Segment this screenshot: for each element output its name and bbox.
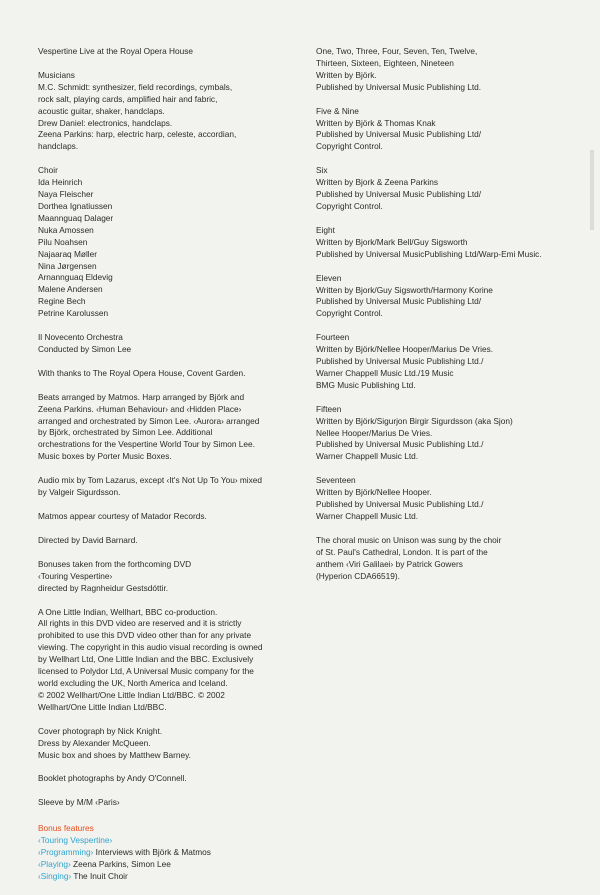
text-line: Written by Björk/Nellee Hooper.: [316, 487, 432, 498]
credits-section: [316, 225, 576, 261]
text-line: Malene Andersen: [38, 284, 103, 295]
text-line: Fifteen: [316, 403, 342, 414]
credits-section: [316, 46, 576, 94]
booklet-block: [38, 773, 303, 785]
thanks-block: [38, 368, 303, 380]
choir-block: [38, 165, 303, 320]
text-line: M.C. Schmidt: synthesizer, field recordings, cymbals,: [38, 81, 233, 92]
text-line: Cover photograph by Nick Knight.: [38, 725, 163, 736]
text-line: Dress by Alexander McQueen.: [38, 737, 151, 748]
text-line: Choir: [38, 165, 58, 176]
text-line: Dorthea Ignatiussen: [38, 200, 113, 211]
text-line: A One Little Indian, Wellhart, BBC co-production.: [38, 606, 218, 617]
text-line: Published by Universal Music Publishing Ltd/: [316, 296, 482, 307]
text-line: Directed by David Barnard.: [38, 534, 138, 545]
text-line: Matmos appear courtesy of Matador Records.: [38, 511, 207, 521]
text-line: Nina Jørgensen: [38, 260, 97, 271]
text-line: Fourteen: [316, 332, 350, 343]
text-line: © 2002 Wellhart/One Little Indian Ltd/BBC. © 2002: [38, 689, 225, 700]
musicians-block: [38, 70, 303, 153]
text-line: by Valgeir Sigurdsson.: [38, 487, 121, 498]
text-line: Thirteen, Sixteen, Eighteen, Nineteen: [316, 57, 454, 68]
text-line: acoustic guitar, shaker, handclaps.: [38, 105, 165, 116]
text-line: orchestrations for the Vespertine World Tour by Simon Lee.: [38, 439, 255, 450]
credits-section: [316, 106, 576, 154]
credits-section: [316, 273, 576, 321]
text-line: Published by Universal MusicPublishing Ltd/Warp-Emi Music.: [316, 248, 542, 259]
text-line: Warner Chappell Music Ltd.: [316, 511, 419, 521]
text-line: Bonuses taken from the forthcoming DVD: [38, 558, 192, 569]
text-line: Published by Universal Music Publishing Ltd/: [316, 189, 482, 200]
text-line: Beats arranged by Matmos. Harp arranged by Björk and: [38, 391, 245, 402]
text-line: Naya Fleischer: [38, 189, 94, 200]
text-line: Eight: [316, 224, 335, 235]
audio-mix-block: [38, 475, 303, 499]
text-line: Audio mix by Tom Lazarus, except ‹It's Not Up To You› mixed: [38, 475, 263, 486]
text-line: anthem ‹Viri Galilaei› by Patrick Gowers: [316, 558, 463, 569]
orchestra-block: [38, 332, 303, 356]
text-line: Eleven: [316, 272, 342, 283]
text-line: world excluding the UK, North America and Iceland.: [38, 677, 228, 688]
text-line: Copyright Control.: [316, 200, 383, 211]
text-line: Nellee Hooper/Marius De Vries.: [316, 427, 433, 438]
beats-block: [38, 392, 303, 463]
text-line: Written by Björk/Sigurjon Birgir Sigurdsson (aka Sjon): [316, 415, 513, 426]
text-line: The choral music on Unison was sung by the choir: [316, 534, 502, 545]
text-line: rock salt, playing cards, amplified hair and fabric,: [38, 93, 218, 104]
text-line: Written by Bjork & Zeena Parkins: [316, 177, 439, 188]
bonuses-block: [38, 559, 303, 595]
credits-section: [316, 165, 576, 213]
text-line: Five & Nine: [316, 105, 359, 116]
text-line: Regine Bech: [38, 296, 86, 307]
text-line: Music box and shoes by Matthew Barney.: [38, 749, 191, 760]
text-line: Published by Universal Music Publishing Ltd./: [316, 356, 484, 367]
bonus-features: [38, 823, 303, 883]
bonus-item: ‹Singing› The Inuit Choir: [38, 870, 128, 881]
text-line: Musicians: [38, 69, 75, 80]
text-line: directed by Ragnheidur Gestsdóttir.: [38, 582, 169, 593]
text-line: Ida Heinrich: [38, 177, 83, 188]
text-line: All rights in this DVD video are reserved and it is strictly: [38, 618, 242, 629]
text-line: Najaaraq Møller: [38, 248, 98, 259]
matmos-block: [38, 511, 303, 523]
text-line: arranged and orchestrated by Simon Lee. ‹Aurora› arranged: [38, 415, 260, 426]
bonus-features-heading: Bonus features: [38, 823, 94, 834]
text-line: Written by Björk/Nellee Hooper/Marius De Vries.: [316, 344, 494, 355]
text-line: Music boxes by Porter Music Boxes.: [38, 451, 172, 462]
text-line: Written by Bjork/Mark Bell/Guy Sigsworth: [316, 236, 468, 247]
text-line: viewing. The copyright in this audio visual recording is owned: [38, 642, 263, 653]
text-line: Written by Bjork/Guy Sigsworth/Harmony Korine: [316, 284, 493, 295]
text-line: handclaps.: [38, 141, 79, 152]
bonus-item: ‹Playing› Zeena Parkins, Simon Lee: [38, 858, 171, 869]
text-line: Published by Universal Music Publishing Ltd./: [316, 439, 484, 450]
text-line: (Hyperion CDA66519).: [316, 570, 400, 581]
text-line: Il Novecento Orchestra: [38, 332, 123, 343]
text-line: ‹Touring Vespertine›: [38, 570, 113, 581]
cover-credits-block: [38, 726, 303, 762]
credits-section: [316, 332, 576, 392]
text-line: Copyright Control.: [316, 308, 383, 319]
text-line: Published by Universal Music Publishing Ltd./: [316, 499, 484, 510]
scan-shadow: [590, 150, 594, 230]
text-line: Drew Daniel: electronics, handclaps.: [38, 117, 173, 128]
text-line: Pilu Noahsen: [38, 236, 88, 247]
bonus-item: ‹Touring Vespertine›: [38, 835, 113, 846]
text-line: Written by Björk.: [316, 69, 377, 80]
text-line: Sleeve by M/M ‹Paris›: [38, 797, 120, 808]
text-line: Published by Universal Music Publishing Ltd.: [316, 81, 482, 92]
text-line: BMG Music Publishing Ltd.: [316, 379, 416, 390]
page-title: Vespertine Live at the Royal Opera House: [38, 46, 193, 56]
text-line: Conducted by Simon Lee: [38, 343, 132, 354]
text-line: Warner Chappell Music Ltd.: [316, 451, 419, 462]
text-line: by Björk, orchestrated by Simon Lee. Additional: [38, 427, 213, 438]
credits-section: [316, 475, 576, 523]
text-line: Published by Universal Music Publishing Ltd/: [316, 129, 482, 140]
text-line: by Wellhart Ltd, One Little Indian and the BBC. Exclusively: [38, 654, 254, 665]
text-line: Zeena Parkins. ‹Human Behaviour› and ‹Hidden Place›: [38, 403, 242, 414]
text-line: Nuka Amossen: [38, 224, 94, 235]
text-line: Six: [316, 165, 328, 176]
right-column: [316, 46, 576, 595]
text-line: Warner Chappell Music Ltd./19 Music: [316, 367, 454, 378]
text-line: Wellhart/One Little Indian Ltd/BBC.: [38, 701, 167, 712]
text-line: Seventeen: [316, 475, 356, 486]
text-line: Written by Björk & Thomas Knak: [316, 117, 436, 128]
text-line: prohibited to use this DVD video other than for any private: [38, 630, 252, 641]
text-line: Booklet photographs by Andy O'Connell.: [38, 773, 187, 784]
choral-note: [316, 535, 576, 583]
text-line: With thanks to The Royal Opera House, Covent Garden.: [38, 367, 246, 378]
bonus-item: ‹Programming› Interviews with Björk & Matmos: [38, 847, 211, 858]
left-column: [38, 46, 303, 895]
text-line: Maannguaq Dalager: [38, 212, 114, 223]
directed-block: [38, 535, 303, 547]
text-line: Arnannguaq Eldevig: [38, 272, 113, 283]
credits-section: [316, 404, 576, 464]
text-line: One, Two, Three, Four, Seven, Ten, Twelve,: [316, 46, 478, 56]
text-line: Zeena Parkins: harp, electric harp, celeste, accordian,: [38, 129, 237, 140]
text-line: of St. Paul's Cathedral, London. It is part of the: [316, 546, 488, 557]
text-line: Petrine Karolussen: [38, 308, 109, 319]
sleeve-block: [38, 797, 303, 809]
copyright-block: [38, 607, 303, 714]
text-line: Copyright Control.: [316, 141, 383, 152]
text-line: licensed to Polydor Ltd, A Universal Music company for the: [38, 666, 254, 677]
